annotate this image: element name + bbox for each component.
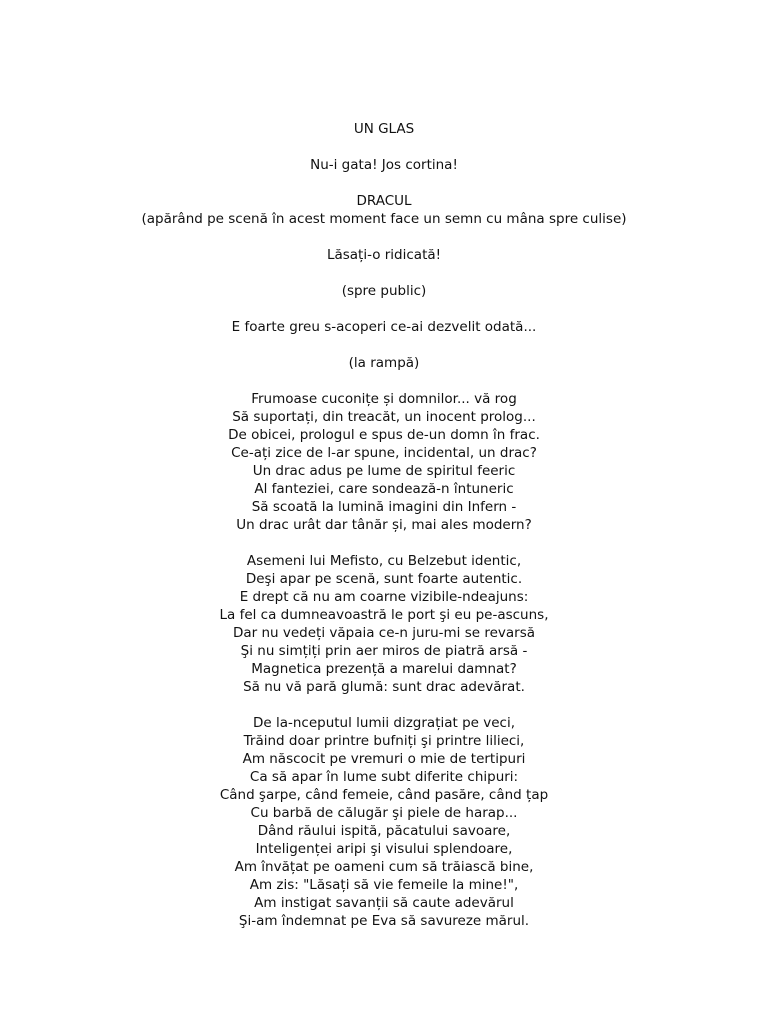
verse-line: Ca să apar în lume subt diferite chipuri: (249, 769, 519, 785)
text-line: Lăsați-o ridicată! (326, 247, 442, 263)
verse-line: Dând răului ispită, păcatului savoare, (257, 823, 511, 839)
verse-line: Frumoase cuconițe și domnilor... vă rog (251, 391, 517, 407)
speaker-name: DRACUL (356, 193, 412, 209)
verse-line: Să scoată la lumină imagini din Infern - (251, 499, 517, 515)
verse-line: Am învățat pe oameni cum să trăiască bine, (234, 859, 534, 875)
verse-line: Un drac adus pe lume de spiritul feeric (252, 463, 516, 479)
text-line: Nu-i gata! Jos cortina! (310, 157, 458, 173)
verse-line: Dar nu vedeți văpaia ce-n juru-mi se revarsă (232, 625, 536, 641)
stage-direction: (la rampă) (348, 355, 420, 371)
poem-page (0, 120, 768, 930)
verse-line: La fel ca dumneavoastră le port şi eu pe-ascuns, (219, 607, 549, 623)
verse-line: Cu barbă de călugăr şi piele de harap... (250, 805, 518, 821)
verse-line: Şi nu simțiți prin aer miros de piatră arsă - (240, 643, 528, 659)
line-foarte-greu (0, 318, 768, 336)
text-line: UN GLAS (353, 121, 415, 137)
stage-direction: (apărând pe scenă în acest moment face un semn cu mâna spre culise) (141, 211, 627, 227)
stanza-2 (0, 552, 768, 696)
verse-line: Am zis: "Lăsați să vie femeile la mine!", (249, 877, 519, 893)
stage-direction: (spre public) (341, 283, 427, 299)
verse-line: Magnetica prezență a marelui damnat? (251, 661, 517, 677)
speaker-dracul (0, 192, 768, 228)
verse-line: Al fanteziei, care sondează-n întuneric (254, 481, 514, 497)
stanza-1 (0, 390, 768, 534)
stage-direction-rampa (0, 354, 768, 372)
verse-line: Un drac urât dar tânăr și, mai ales modern? (236, 517, 532, 533)
verse-line: Am născocit pe vremuri o mie de tertipuri (242, 751, 526, 767)
stanza-3 (0, 714, 768, 930)
verse-line: Şi-am îndemnat pe Eva să savureze mărul. (238, 913, 530, 929)
verse-line: Să nu vă pară glumă: sunt drac adevărat. (243, 679, 525, 695)
stage-direction-public (0, 282, 768, 300)
verse-line: Când şarpe, când femeie, când pasăre, când țap (219, 787, 549, 803)
verse-line: Deşi apar pe scenă, sunt foarte autentic. (245, 571, 523, 587)
verse-line: Inteligenței aripi şi visului splendoare, (255, 841, 513, 857)
text-line: E foarte greu s-acoperi ce-ai dezvelit odată... (231, 319, 537, 335)
verse-line: E drept că nu am coarne vizibile-ndeajuns: (239, 589, 529, 605)
line-nu-i-gata (0, 156, 768, 174)
speaker-un-glas (0, 120, 768, 138)
verse-line: Asemeni lui Mefisto, cu Belzebut identic, (246, 553, 522, 569)
verse-line: De obicei, prologul e spus de-un domn în frac. (228, 427, 540, 443)
verse-line: Să suportați, din treacăt, un inocent prolog... (232, 409, 536, 425)
verse-line: Ce-ați zice de l-ar spune, incidental, un drac? (231, 445, 537, 461)
verse-line: De la-nceputul lumii dizgrațiat pe veci, (252, 715, 516, 731)
verse-line: Trăind doar printre bufniți şi printre lilieci, (243, 733, 525, 749)
line-lasati (0, 246, 768, 264)
verse-line: Am instigat savanții să caute adevărul (254, 895, 514, 911)
